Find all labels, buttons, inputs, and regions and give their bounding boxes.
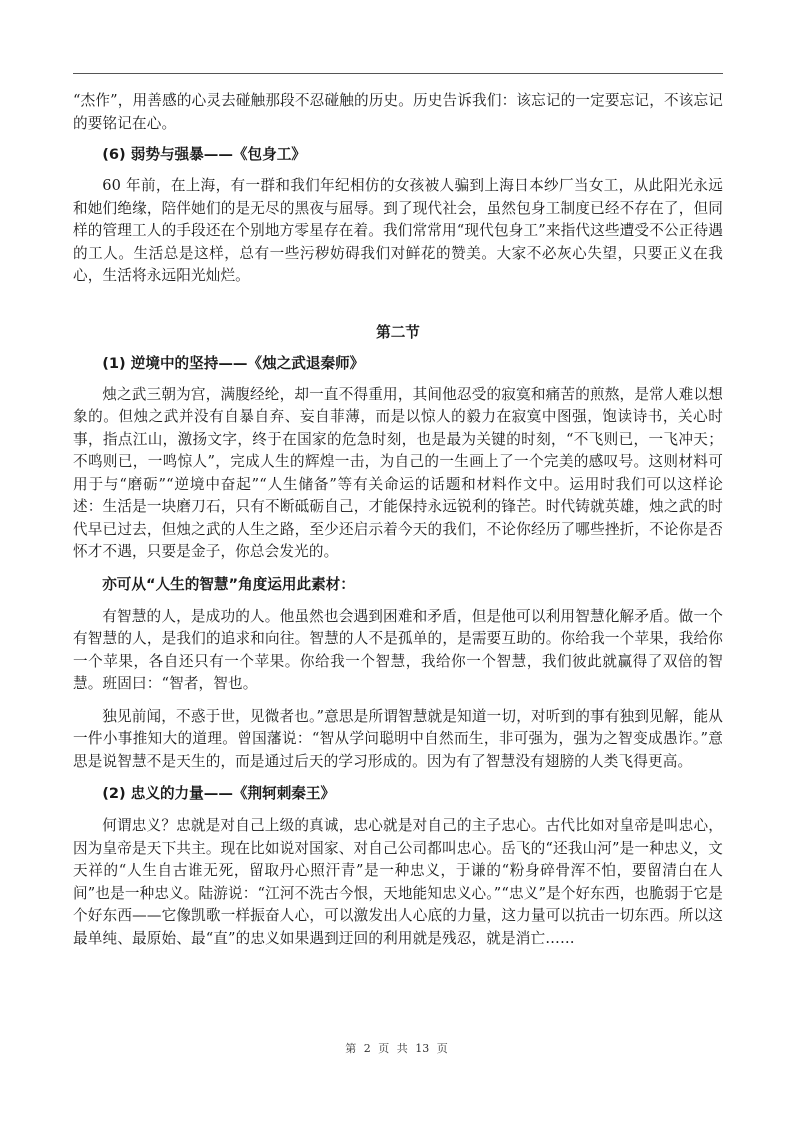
page-number: 第 2 页 共 13 页 [345, 1042, 448, 1055]
section2-item1-heading: (1) 逆境中的坚持——《烛之武退秦师》 [102, 354, 365, 372]
wisdom-heading: 亦可从“人生的智慧”角度运用此素材： [102, 575, 355, 593]
section-title: 第二节 [376, 323, 420, 341]
section2-item2-heading: (2) 忠义的力量——《荆轲刺秦王》 [102, 785, 336, 802]
continued-paragraph: “杰作”，用善感的心灵去碰触那段不忍碰触的历史。历史告诉我们：该忘记的一定要忘记，不该忘记的要铭记在心。 [73, 92, 723, 132]
item6-paragraph: 60 年前，在上海，有一群和我们年纪相仿的女孩被人骗到上海日本纱厂当女工，从此阳光永远和她们绝缘，陪伴她们的是无尽的黑夜与屈辱。到了现代社会，虽然包身工制度已经不存在了，但同样的管理工人的手段还在个别地方零星存在着。我们常常用“现代包身工”来指代这些遭受不公正待遇的工人。生活总是这样，总有一些污秽妨碍我们对鲜花的赞美。大家不必灰心失望，只要正义在我心，生活将永远阳光灿烂。 [73, 177, 723, 284]
section2-item1-paragraph: 烛之武三朝为宫，满腹经纶，却一直不得重用，其间他忍受的寂寞和痛苦的煎熬，是常人难以想象的。但烛之武并没有自暴自弃、妄自菲薄，而是以惊人的毅力在寂寞中图强，饱读诗书，关心时事，指点江山，激扬文字，终于在国家的危急时刻，也是最为关键的时刻，“不飞则已，一飞冲天；不鸣则已，一鸣惊人”，完成人生的辉煌一击，为自己的一生画上了一个完美的感叹号。这则材料可用于与“磨砺”“逆境中奋起”“人生储备”等有关命运的话题和材料作文中。运用时我们可以这样论述：生活是一块磨刀石，只有不断砥砺自己，才能保持永远锐利的锋芒。时代铸就英雄，烛之武的时代早已过去，但烛之武的人生之路，至少还启示着今天的我们，不论你经历了哪些挫折，不论你是否怀才不遇，只要是金子，你总会发光的。 [73, 385, 723, 560]
document-body [73, 90, 723, 950]
wisdom-paragraph-2: 独见前闻，不惑于世，见微者也。”意思是所谓智慧就是知道一切，对听到的事有独到见解，能从一件小事推知大的道理。曾国藩说：“智从学问聪明中自然而生，非可强为，强为之智变成愚诈。”意思是说智慧不是天生的，而是通过后天的学习形成的。因为有了智慧没有翅膀的人类飞得更高。 [73, 707, 723, 770]
header-rule [73, 73, 723, 74]
section2-item2-paragraph: 何谓忠义？忠就是对自己上级的真诚，忠心就是对自己的主子忠心。古代比如对皇帝是叫忠心，因为皇帝是天下共主。现在比如说对国家、对自己公司都叫忠心。岳飞的“还我山河”是一种忠义，文天祥的“人生自古谁无死，留取丹心照汗青”是一种忠义，于谦的“粉身碎骨浑不怕，要留清白在人间”也是一种忠义。陆游说：“江河不洗古今恨，天地能知忠义心。”“忠义”是个好东西，也脆弱于它是个好东西——它像凯歌一样振奋人心，可以激发出人心底的力量，这力量可以抗击一切东西。所以这最单纯、最原始、最“直”的忠义如果遇到迂回的利用就是残忍，就是消亡…… [73, 817, 723, 947]
item6-heading: (6) 弱势与强暴——《包身工》 [102, 146, 306, 163]
wisdom-paragraph-1: 有智慧的人，是成功的人。他虽然也会遇到困难和矛盾，但是他可以利用智慧化解矛盾。做一个有智慧的人，是我们的追求和向往。智慧的人不是孤单的，是需要互助的。你给我一个苹果，我给你一个苹果，各自还只有一个苹果。你给我一个智慧，我给你一个智慧，我们彼此就赢得了双倍的智慧。班固曰：“智者，智也。 [73, 607, 723, 692]
